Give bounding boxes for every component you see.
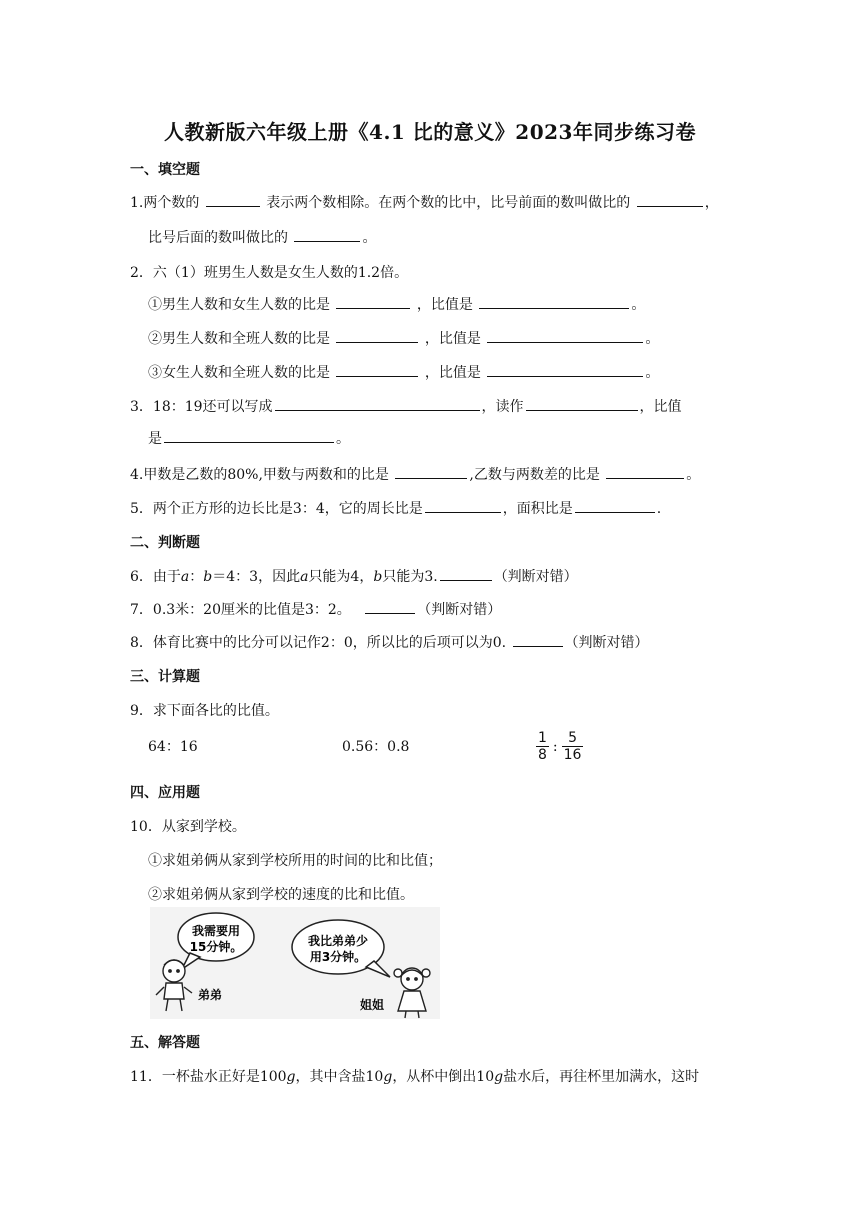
q9-ratio-2: 0.56：0.8 <box>342 739 410 755</box>
q5-blank-area[interactable] <box>575 498 655 513</box>
q11-text-d: 盐水后，再往杯里加满水，这时 <box>503 1069 700 1085</box>
question-10-stem: 10．从家到学校。 <box>130 819 246 835</box>
q9-fraction-2-numerator: 5 <box>562 730 584 747</box>
q3-blank-value[interactable] <box>164 428 334 443</box>
q4-text-c: 。 <box>686 467 701 483</box>
q9-fraction-1 <box>536 730 549 763</box>
q1-blank-2[interactable] <box>637 192 703 207</box>
q2-i2-text-b: ，比值是 <box>424 331 481 347</box>
question-5 <box>130 498 661 518</box>
page-title: 人教新版六年级上册《4.1 比的意义》2023年同步练习卷 <box>164 120 696 144</box>
label-sister: 姐姐 <box>360 998 385 1012</box>
q11-text-b: ，其中含盐10 <box>295 1069 384 1085</box>
q6-var-a-2: a <box>300 569 309 585</box>
question-3-line-1 <box>130 396 682 416</box>
q3-blank-written[interactable] <box>275 396 480 411</box>
q6-text-m5: （判断对错） <box>493 569 578 585</box>
q2-i1-blank-ratio[interactable] <box>336 294 410 309</box>
q3-text-e: 。 <box>336 431 350 447</box>
q11-unit-2: g <box>383 1069 393 1085</box>
q1-text-c: ， <box>704 195 719 211</box>
q2-i3-text-b: ，比值是 <box>424 365 481 381</box>
q5-text-c: . <box>656 501 662 517</box>
q9-ratio-1: 64：16 <box>148 739 198 755</box>
q6-text-m4: 只能为3. <box>382 569 438 585</box>
q2-i1-text-c: 。 <box>631 297 646 313</box>
question-2-item-3 <box>148 362 659 382</box>
q6-text-m3: 只能为4， <box>308 569 374 585</box>
q3-text-c: ，比值 <box>639 399 682 415</box>
question-6 <box>130 566 578 586</box>
q2-i2-blank-value[interactable] <box>487 328 643 343</box>
q1-blank-3[interactable] <box>294 227 360 242</box>
q6-var-b-2: b <box>373 569 383 585</box>
q3-text-b: ，读作 <box>481 399 524 415</box>
q6-text-a: 6．由于 <box>130 569 181 585</box>
bubble-brother-line-2: 15分钟。 <box>189 940 243 954</box>
q9-fraction-2-denominator: 16 <box>563 747 582 763</box>
question-2-stem: 2．六（1）班男生人数是女生人数的1.2倍。 <box>130 265 409 281</box>
q7-text-a: 7．0.3米：20厘米的比值是3：2。 <box>130 602 351 618</box>
q1-text-e: 。 <box>362 230 377 246</box>
q11-text-a: 11．一杯盐水正好是100 <box>130 1069 287 1085</box>
q2-i2-blank-ratio[interactable] <box>336 328 418 343</box>
q5-text-a: 5．两个正方形的边长比是3：4，它的周长比是 <box>130 501 423 517</box>
q2-i3-blank-value[interactable] <box>487 362 643 377</box>
q4-text-a: 4.甲数是乙数的80%,甲数与两数和的比是 <box>130 467 389 483</box>
q8-text-b: （判断对错） <box>564 635 649 651</box>
q1-blank-1[interactable] <box>206 192 260 207</box>
question-7 <box>130 599 501 619</box>
question-11 <box>130 1066 699 1086</box>
q6-text-m2: ＝4：3，因此 <box>212 569 301 585</box>
q6-var-a: a <box>180 569 190 585</box>
q4-blank-2[interactable] <box>606 464 684 479</box>
q2-i3-text-a: ③女生人数和全班人数的比是 <box>148 365 330 381</box>
question-3-line-2 <box>148 428 350 448</box>
q7-answer-blank[interactable] <box>365 599 415 614</box>
question-8 <box>130 632 649 652</box>
bubble-brother-line-1: 我需要用 <box>191 924 241 938</box>
q2-i2-text-c: 。 <box>645 331 660 347</box>
question-2-item-1 <box>148 294 645 314</box>
bubble-sister-line-2: 用3分钟。 <box>309 950 367 964</box>
q3-text-a: 3．18：19还可以写成 <box>130 399 273 415</box>
q2-i3-text-c: 。 <box>645 365 660 381</box>
q2-i1-text-b: ，比值是 <box>416 297 473 313</box>
q9-fraction-1-numerator: 1 <box>538 730 547 746</box>
question-1-line-1 <box>130 192 719 212</box>
section-heading-fill-in: 一、填空题 <box>130 162 200 178</box>
q1-text-b: 表示两个数相除。在两个数的比中，比号前面的数叫做比的 <box>266 195 631 211</box>
siblings-illustration <box>150 907 440 1019</box>
question-1-line-2 <box>148 227 376 247</box>
q2-i1-text-a: ①男生人数和女生人数的比是 <box>148 297 330 313</box>
section-heading-judge: 二、判断题 <box>130 535 200 551</box>
section-heading-application: 四、应用题 <box>130 785 200 801</box>
q9-fraction-1-denominator: 8 <box>538 747 547 763</box>
q8-text-a: 8．体育比赛中的比分可以记作2：0，所以比的后项可以为0. <box>130 635 507 651</box>
question-4 <box>130 464 700 484</box>
q5-blank-perimeter[interactable] <box>425 498 501 513</box>
section-heading-calculate: 三、计算题 <box>130 669 200 685</box>
q9-ratio-3 <box>536 730 583 763</box>
q1-text-d: 比号后面的数叫做比的 <box>148 230 288 246</box>
section-heading-solve: 五、解答题 <box>130 1035 200 1051</box>
q11-unit-1: g <box>286 1069 296 1085</box>
q6-answer-blank[interactable] <box>440 566 492 581</box>
q3-blank-read[interactable] <box>526 396 638 411</box>
q4-text-b: ,乙数与两数差的比是 <box>469 467 600 483</box>
q5-text-b: ，面积比是 <box>502 501 573 517</box>
question-9-stem: 9．求下面各比的比值。 <box>130 703 279 719</box>
bubble-sister-line-1: 我比弟弟少 <box>307 934 369 948</box>
q1-text-a: 1.两个数的 <box>130 195 200 211</box>
q6-var-b: b <box>203 569 213 585</box>
q3-text-d: 是 <box>148 431 162 447</box>
q2-i2-text-a: ②男生人数和全班人数的比是 <box>148 331 330 347</box>
q2-i3-blank-ratio[interactable] <box>336 362 418 377</box>
q9-fraction-2 <box>562 730 584 763</box>
q9-fraction-colon: : <box>552 738 558 755</box>
q6-text-m1: ： <box>189 569 204 585</box>
question-2-item-2 <box>148 328 659 348</box>
q7-text-b: （判断对错） <box>417 602 502 618</box>
q11-unit-3: g <box>494 1069 504 1085</box>
q4-blank-1[interactable] <box>395 464 467 479</box>
question-10-item-2: ②求姐弟俩从家到学校的速度的比和比值。 <box>148 887 414 903</box>
question-10-item-1: ①求姐弟俩从家到学校所用的时间的比和比值； <box>148 853 442 869</box>
q8-answer-blank[interactable] <box>513 632 563 647</box>
q2-i1-blank-value[interactable] <box>479 294 629 309</box>
q11-text-c: ，从杯中倒出10 <box>392 1069 495 1085</box>
label-brother: 弟弟 <box>198 988 223 1002</box>
